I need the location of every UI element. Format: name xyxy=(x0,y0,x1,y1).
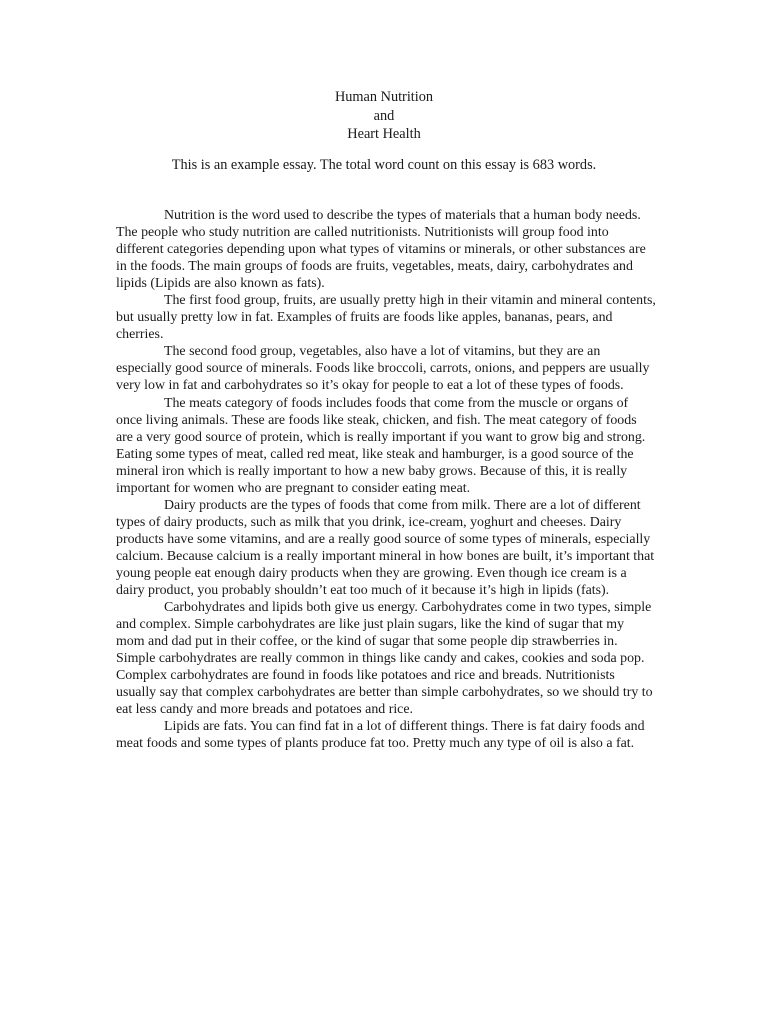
paragraph: The meats category of foods includes foods that come from the muscle or organs of once living animals. These are foods like steak, chicken, and fish. The meat category of foods are a very good source of protein, which is really important if you want to grow big and strong. Eating some types of meat, called red meat, like steak and hamburger, is a good source of the mineral iron which is really important to how a new baby grows. Because of this, it is really important for women who are pregnant to consider eating meat. xyxy=(116,395,646,496)
paragraph: Dairy products are the types of foods that come from milk. There are a lot of different types of dairy products, such as milk that you drink, ice-cream, yoghurt and cheeses. Dairy products have some vitamins, and are a really good source of some types of minerals, especially calcium. Because calcium is a really important mineral in how bones are built, it’s important that young people eat enough dairy products when they are growing. Even though ice cream is a dairy product, you probably shouldn’t eat too much of it because it’s high in lipids (fats). xyxy=(116,497,655,599)
essay-body xyxy=(116,207,656,753)
paragraph: Lipids are fats. You can find fat in a lot of different things. There is fat dairy foods and meat foods and some types of plants produce fat too. Pretty much any type of oil is also a fat. xyxy=(116,719,645,752)
title-line: Heart Health xyxy=(347,126,421,142)
essay-title xyxy=(0,88,768,144)
paragraph: Carbohydrates and lipids both give us energy. Carbohydrates come in two types, simple and complex. Simple carbohydrates are like just plain sugars, like the kind of sugar that my mom and dad put in their coffee, or the kind of sugar that some people dip strawberries in. Simple carbohydrates are really common in things like candy and cakes, cookies and soda pop. Complex carbohydrates are found in foods like potatoes and rice and breads. Nutritionists usually say that complex carbohydrates are better than simple carbohydrates, so we should try to eat less candy and more breads and potatoes and rice. xyxy=(116,600,653,718)
paragraph: The second food group, vegetables, also have a lot of vitamins, but they are an especially good source of minerals. Foods like broccoli, carrots, onions, and peppers are usually very low in fat and carbohydrates so it’s okay for people to eat a lot of these types of foods. xyxy=(116,344,650,394)
intro-statement: This is an example essay. The total word count on this essay is 683 words. xyxy=(171,157,597,173)
title-line: Human Nutrition xyxy=(334,89,434,105)
title-line: and xyxy=(373,107,395,124)
paragraph: The first food group, fruits, are usually pretty high in their vitamin and mineral contents, but usually pretty low in fat. Examples of fruits are foods like apples, bananas, pears, and cherries. xyxy=(116,293,656,343)
paragraph: Nutrition is the word used to describe the types of materials that a human body needs. The people who study nutrition are called nutritionists. Nutritionists will group food into different categories depending upon what types of vitamins or minerals, or other substances are in the foods. The main groups of foods are fruits, vegetables, meats, dairy, carbohydrates and lipids (Lipids are also known as fats). xyxy=(116,208,646,292)
